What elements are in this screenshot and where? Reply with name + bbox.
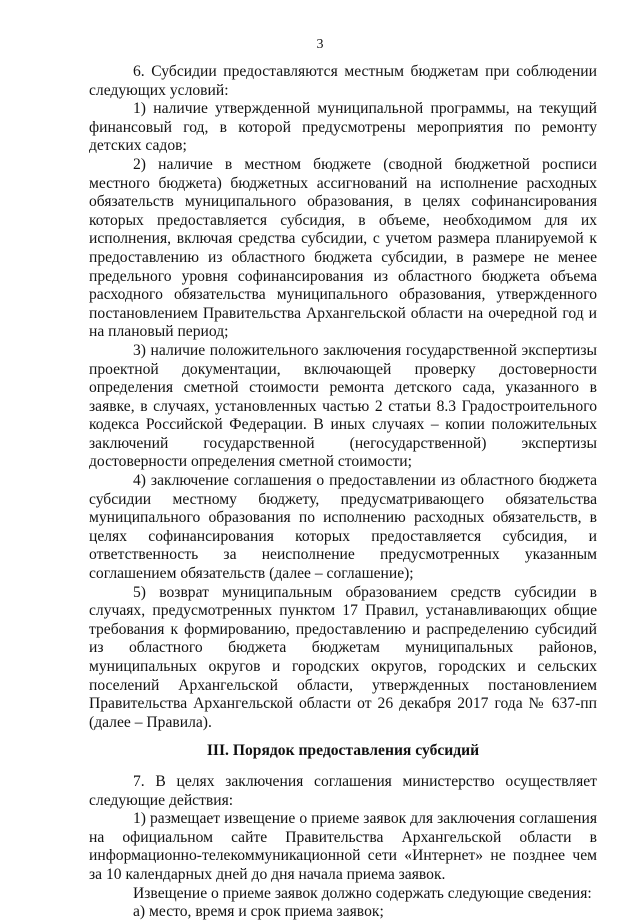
paragraph-notice-a: а) место, время и срок приема заявок; [133,903,384,921]
paragraph-notice-contents: Извещение о приеме заявок должно содержать следующие сведения: [133,884,592,902]
paragraph-condition-4: 4) заключение соглашения о предоставлении из областного бюджета субсидии местному бюджету, предусматривающего обязательства муниципального образования по исполнению расходных обязательств, в целях софинансирования которых предоставляется субсидия, и ответственность за неисполнение предусмотренных указанным соглашением обязательств (далее – соглашение); [89,472,597,583]
paragraph-item-7: 7. В целях заключения соглашения министерство осуществляет следующие действия: [89,772,597,809]
paragraph-action-1: 1) размещает извещение о приеме заявок для заключения соглашения на официальном сайте Правительства Архангельской области в информационно-телекоммуникационной сети «Интернет» не позднее чем за 10 календарных дней до дня начала приема заявок. [89,810,597,883]
paragraph-condition-5: 5) возврат муниципальным образованием средств субсидии в случаях, предусмотренных пунктом 17 Правил, устанавливающих общие требования к формированию, предоставлению и распределению субсидий из областного бюджета бюджетам муниципальных районов, муниципальных округов и городских округов, городских и сельских поселений Архангельской области, утвержденных постановлением Правительства Архангельской области от 26 декабря 2017 года № 637-пп (далее – Правила). [89,583,597,731]
paragraph-item-6: 6. Субсидии предоставляются местным бюджетам при соблюдении следующих условий: [89,63,597,99]
section-heading: III. Порядок предоставления субсидий [206,742,480,760]
paragraph-condition-1: 1) наличие утвержденной муниципальной программы, на текущий финансовый год, в которой предусмотрены мероприятия по ремонту детских садов; [89,100,597,155]
paragraph-condition-3: 3) наличие положительного заключения государственной экспертизы проектной документации, включающей проверку достоверности определения сметной стоимости ремонта детского сада, указанного в заявке, в случаях, установленных частью 2 статьи 8.3 Градостроительного кодекса Российской Федерации. В иных случаях – копии положительных заключений государственной (негосударственной) экспертизы достоверности определения сметной стоимости; [89,341,597,471]
document-body [89,63,597,922]
page-number: 3 [316,37,324,52]
paragraph-condition-2: 2) наличие в местном бюджете (сводной бюджетной росписи местного бюджета) бюджетных ассигнований на исполнение расходных обязательств муниципального образования, в целях софинансирования которых предоставляется субсидия, в объеме, необходимом для их исполнения, включая средства субсидии, с учетом размера планируемой к предоставлению из областного бюджета субсидии, в размере не менее предельного уровня софинансирования из областного бюджета объема расходного обязательства муниципального образования, утвержденного постановлением Правительства Архангельской области на очередной год и на плановый период; [89,155,597,341]
